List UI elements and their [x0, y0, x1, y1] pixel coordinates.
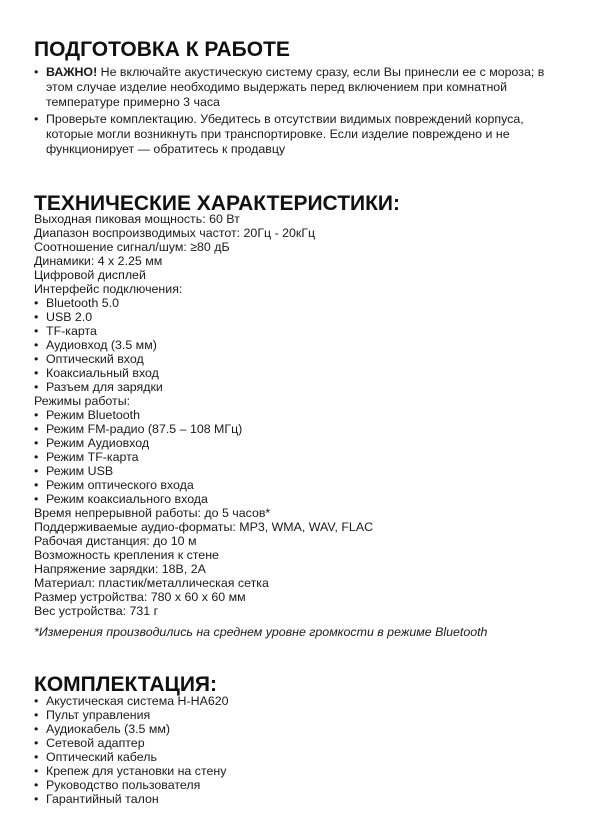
- spec-text: Диапазон воспроизводимых частот: 20Гц - 20кГц: [34, 226, 316, 240]
- spec-line: [34, 212, 373, 226]
- spec-line: [34, 604, 373, 618]
- spec-text: Аудиовход (3.5 мм): [46, 338, 157, 352]
- bullet-icon: •: [34, 408, 39, 422]
- spec-text: Режим оптического входа: [46, 478, 194, 492]
- bullet-icon: •: [34, 708, 39, 722]
- section-title-package: КОМПЛЕКТАЦИЯ:: [34, 673, 218, 696]
- package-item: [34, 764, 229, 778]
- bullet-icon: •: [34, 464, 39, 478]
- spec-bullet-item: [34, 366, 373, 380]
- bullet-icon: •: [34, 324, 39, 338]
- bullet-icon: •: [34, 694, 39, 708]
- warning-label: ВАЖНО!: [46, 65, 98, 79]
- preparation-list: [34, 65, 564, 157]
- spec-line: [34, 576, 373, 590]
- bullet-icon: •: [34, 352, 39, 366]
- spec-bullet-item: [34, 296, 373, 310]
- spec-bullet-item: [34, 324, 373, 338]
- spec-bullet-item: [34, 338, 373, 352]
- spec-text: Размер устройства: 780 х 60 х 60 мм: [34, 590, 246, 604]
- spec-text: Напряжение зарядки: 18В, 2А: [34, 562, 206, 576]
- spec-text: Выходная пиковая мощность: 60 Вт: [34, 212, 240, 226]
- spec-line: [34, 268, 373, 282]
- package-list: [34, 694, 229, 806]
- bullet-icon: •: [34, 65, 39, 79]
- package-item: [34, 750, 229, 764]
- spec-bullet-item: [34, 310, 373, 324]
- spec-text: Bluetooth 5.0: [46, 296, 120, 310]
- specs-list: [34, 212, 373, 618]
- spec-text: Соотношение сигнал/шум: ≥80 дБ: [34, 240, 230, 254]
- bullet-icon: •: [34, 792, 39, 806]
- bullet-icon: •: [34, 422, 39, 436]
- bullet-icon: •: [34, 778, 39, 792]
- check-text: Проверьте комплектацию. Убедитесь в отсутствии видимых повреждений корпуса, которые могли возникнуть при транспортировке. Если изделие повреждено и не функционирует — обратитесь к продавцу: [46, 112, 524, 156]
- spec-text: Время непрерывной работы: до 5 часов*: [34, 506, 271, 520]
- spec-line: [34, 226, 373, 240]
- bullet-icon: •: [34, 492, 39, 506]
- spec-text: Коаксиальный вход: [46, 366, 159, 380]
- spec-bullet-item: [34, 450, 373, 464]
- spec-text: Возможность крепления к стене: [34, 548, 219, 562]
- bullet-icon: •: [34, 338, 39, 352]
- spec-line: [34, 534, 373, 548]
- bullet-icon: •: [34, 736, 39, 750]
- spec-text: Динамики: 4 х 2.25 мм: [34, 254, 163, 268]
- spec-text: Режим USB: [46, 464, 114, 478]
- package-item: [34, 736, 229, 750]
- package-text: Руководство пользователя: [46, 778, 201, 792]
- spec-line: [34, 240, 373, 254]
- package-text: Крепеж для установки на стену: [46, 764, 227, 778]
- bullet-icon: •: [34, 310, 39, 324]
- spec-text: Режим Аудиовход: [46, 436, 150, 450]
- bullet-icon: •: [34, 366, 39, 380]
- bullet-icon: •: [34, 436, 39, 450]
- spec-text: USB 2.0: [46, 310, 93, 324]
- spec-line: [34, 394, 373, 408]
- spec-line: [34, 590, 373, 604]
- spec-text: Режим коаксиального входа: [46, 492, 208, 506]
- bullet-icon: •: [34, 764, 39, 778]
- spec-text: Режим TF-карта: [46, 450, 139, 464]
- package-text: Оптический кабель: [46, 750, 157, 764]
- spec-text: Разъем для зарядки: [46, 380, 163, 394]
- package-item: [34, 694, 229, 708]
- spec-line: [34, 282, 373, 296]
- spec-bullet-item: [34, 436, 373, 450]
- spec-line: [34, 562, 373, 576]
- package-text: Гарантийный талон: [46, 792, 159, 806]
- spec-text: Рабочая дистанция: до 10 м: [34, 534, 197, 548]
- spec-bullet-item: [34, 408, 373, 422]
- section-title-specs: ТЕХНИЧЕСКИЕ ХАРАКТЕРИСТИКИ:: [34, 192, 401, 215]
- package-item: [34, 722, 229, 736]
- package-item: [34, 708, 229, 722]
- warning-text: Не включайте акустическую систему сразу, если Вы принесли ее с мороза; в этом случае изделие необходимо выдержать перед включением при комнатной температуре примерно 3 часа: [46, 65, 545, 109]
- spec-text: Интерфейс подключения:: [34, 282, 183, 296]
- package-item: [34, 778, 229, 792]
- spec-bullet-item: [34, 478, 373, 492]
- spec-text: Оптический вход: [46, 352, 144, 366]
- spec-line: [34, 254, 373, 268]
- bullet-icon: •: [34, 750, 39, 764]
- footnote: *Измерения производились на среднем уровне громкости в режиме Bluetooth: [34, 625, 488, 639]
- package-text: Сетевой адаптер: [46, 736, 145, 750]
- spec-text: Цифровой дисплей: [34, 268, 146, 282]
- spec-line: [34, 520, 373, 534]
- preparation-item-check: [34, 112, 564, 157]
- spec-line: [34, 506, 373, 520]
- bullet-icon: •: [34, 380, 39, 394]
- section-title-preparation: ПОДГОТОВКА К РАБОТЕ: [34, 38, 290, 61]
- spec-bullet-item: [34, 422, 373, 436]
- spec-bullet-item: [34, 464, 373, 478]
- bullet-icon: •: [34, 112, 39, 126]
- bullet-icon: •: [34, 722, 39, 736]
- spec-text: Режим FM-радио (87.5 – 108 МГц): [46, 422, 243, 436]
- spec-bullet-item: [34, 380, 373, 394]
- spec-text: Режимы работы:: [34, 394, 131, 408]
- package-text: Пульт управления: [46, 708, 151, 722]
- spec-bullet-item: [34, 352, 373, 366]
- spec-bullet-item: [34, 492, 373, 506]
- package-text: Акустическая система H-HA620: [46, 694, 229, 708]
- spec-text: Материал: пластик/металлическая сетка: [34, 576, 269, 590]
- package-text: Аудиокабель (3.5 мм): [46, 722, 171, 736]
- bullet-icon: •: [34, 478, 39, 492]
- spec-text: Вес устройства: 731 г: [34, 604, 159, 618]
- spec-text: Режим Bluetooth: [46, 408, 141, 422]
- spec-line: [34, 548, 373, 562]
- bullet-icon: •: [34, 450, 39, 464]
- package-item: [34, 792, 229, 806]
- bullet-icon: •: [34, 296, 39, 310]
- spec-text: TF-карта: [46, 324, 97, 338]
- spec-text: Поддерживаемые аудио-форматы: MP3, WMA, WAV, FLAC: [34, 520, 374, 534]
- preparation-item-warning: [34, 65, 564, 110]
